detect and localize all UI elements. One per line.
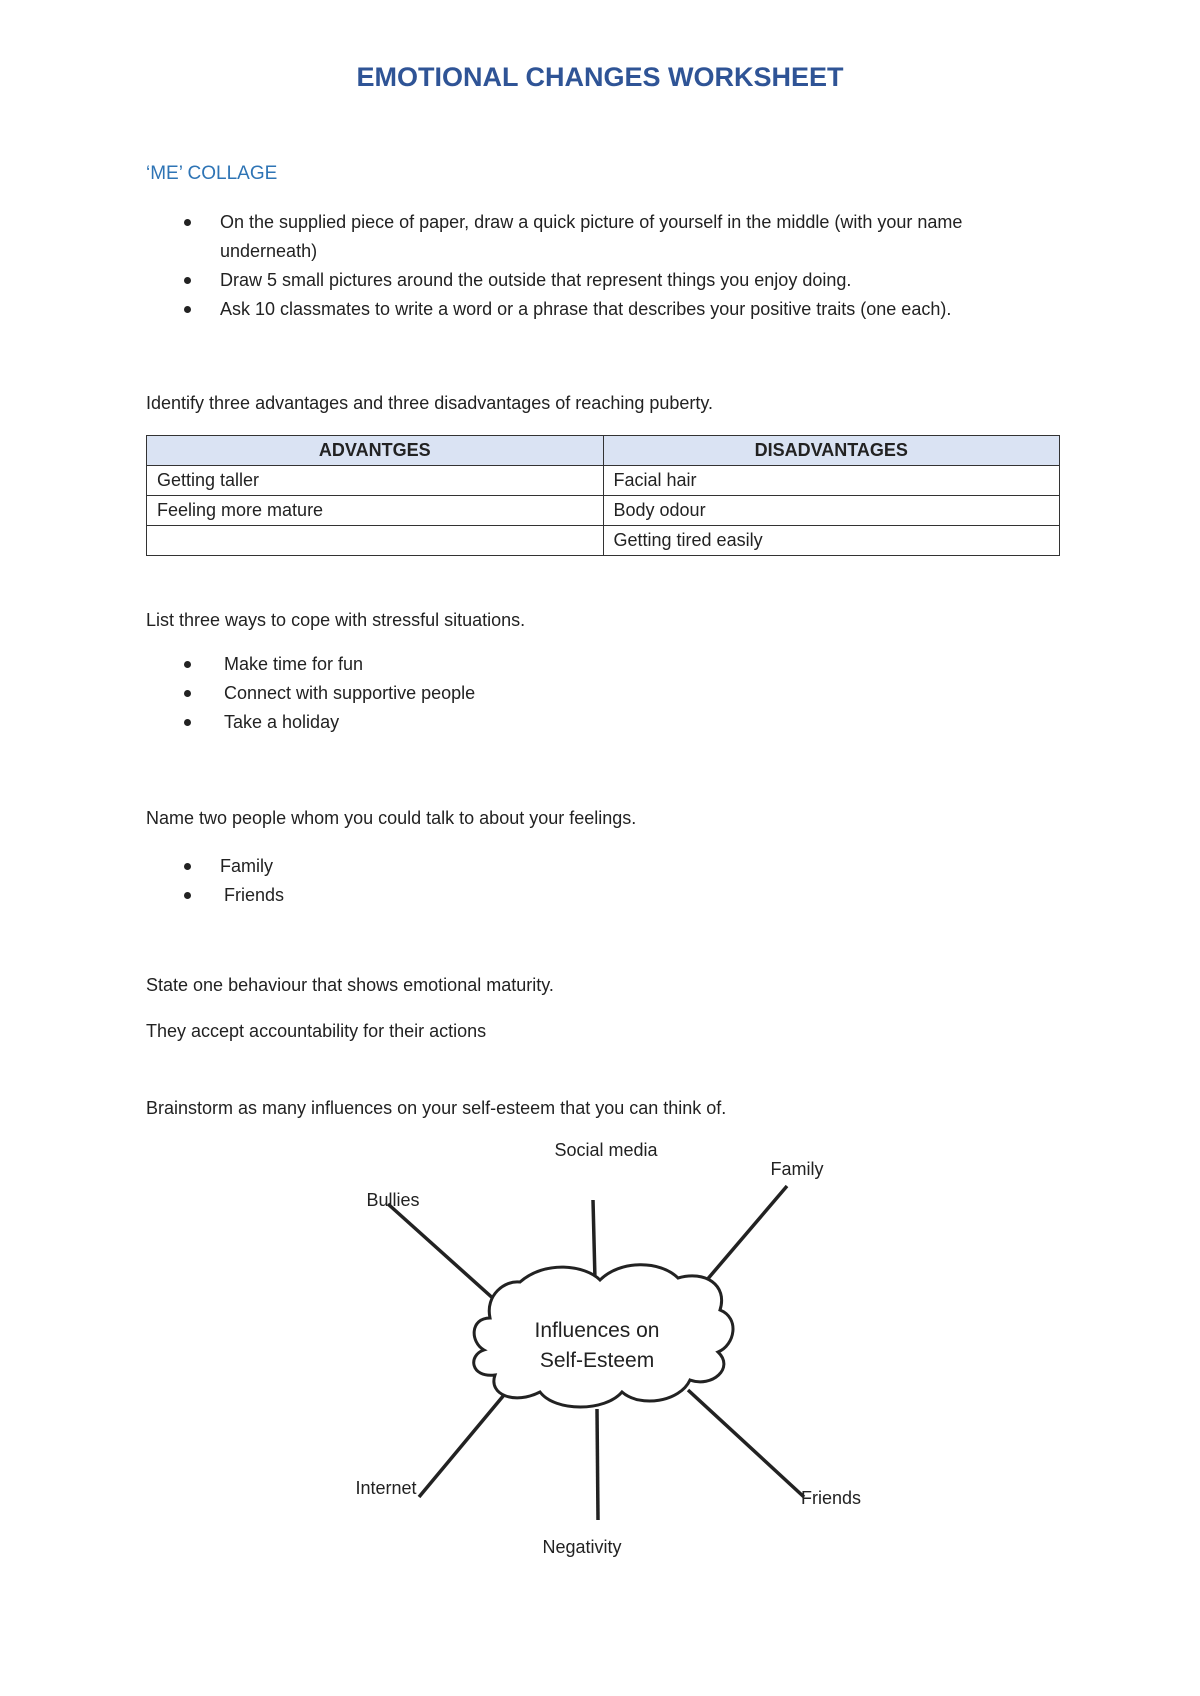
disadvantages-header: DISADVANTAGES	[603, 436, 1060, 466]
page-title: EMOTIONAL CHANGES WORKSHEET	[356, 62, 844, 92]
puberty-question: Identify three advantages and three disadvantages of reaching puberty.	[146, 393, 714, 413]
influence-internet: Internet	[355, 1478, 417, 1498]
table-cell: Feeling more mature	[147, 496, 604, 526]
stress-list	[146, 650, 475, 737]
list-item: Take a holiday	[146, 708, 475, 737]
table-cell: Getting tired easily	[603, 526, 1060, 556]
line-internet	[419, 1395, 504, 1497]
table-row	[147, 466, 1060, 496]
table-cell: Getting taller	[147, 466, 604, 496]
list-item-text: On the supplied piece of paper, draw a quick picture of yourself in the middle (with your name	[220, 212, 963, 232]
list-item: Connect with supportive people	[146, 679, 475, 708]
table-cell: Facial hair	[603, 466, 1060, 496]
list-item	[146, 266, 962, 295]
list-item: Friends	[146, 881, 284, 910]
advantages-header: ADVANTGES	[147, 436, 604, 466]
list-item-text: Draw 5 small pictures around the outside that represent things you enjoy doing.	[220, 270, 852, 290]
people-list	[146, 852, 284, 910]
table-cell	[147, 526, 604, 556]
table-header-row	[147, 436, 1060, 466]
list-item: Make time for fun	[146, 650, 475, 679]
influence-bullies: Bullies	[366, 1190, 420, 1210]
list-item-text: underneath)	[220, 241, 318, 261]
collage-heading: ‘ME’ COLLAGE	[146, 163, 278, 184]
brainstorm-question: Brainstorm as many influences on your self-esteem that you can think of.	[146, 1098, 727, 1118]
collage-list	[146, 208, 962, 324]
self-esteem-mind-map	[0, 1120, 1200, 1580]
line-bullies	[388, 1204, 506, 1310]
puberty-table	[146, 435, 1060, 556]
list-item-text: Ask 10 classmates to write a word or a phrase that describes your positive traits (one each).	[220, 299, 952, 319]
table-cell: Body odour	[603, 496, 1060, 526]
list-item: Family	[146, 852, 284, 881]
people-question: Name two people whom you could talk to about your feelings.	[146, 808, 637, 828]
center-label-line2: Self-Esteem	[539, 1349, 655, 1372]
influence-family: Family	[770, 1159, 824, 1179]
maturity-answer: They accept accountability for their actions	[146, 1021, 487, 1041]
influence-social-media: Social media	[554, 1140, 658, 1160]
line-negativity	[597, 1409, 598, 1520]
influence-friends: Friends	[800, 1488, 862, 1508]
center-label-line1: Influences on	[534, 1319, 660, 1342]
stress-question: List three ways to cope with stressful situations.	[146, 610, 526, 630]
line-friends	[688, 1390, 804, 1497]
table-row	[147, 496, 1060, 526]
table-row	[147, 526, 1060, 556]
line-social-media	[593, 1200, 595, 1280]
list-item-continuation	[146, 237, 962, 266]
list-item	[146, 295, 962, 324]
maturity-question: State one behaviour that shows emotional maturity.	[146, 975, 554, 995]
influence-negativity: Negativity	[542, 1537, 622, 1557]
line-family	[700, 1186, 787, 1288]
list-item	[146, 208, 962, 237]
